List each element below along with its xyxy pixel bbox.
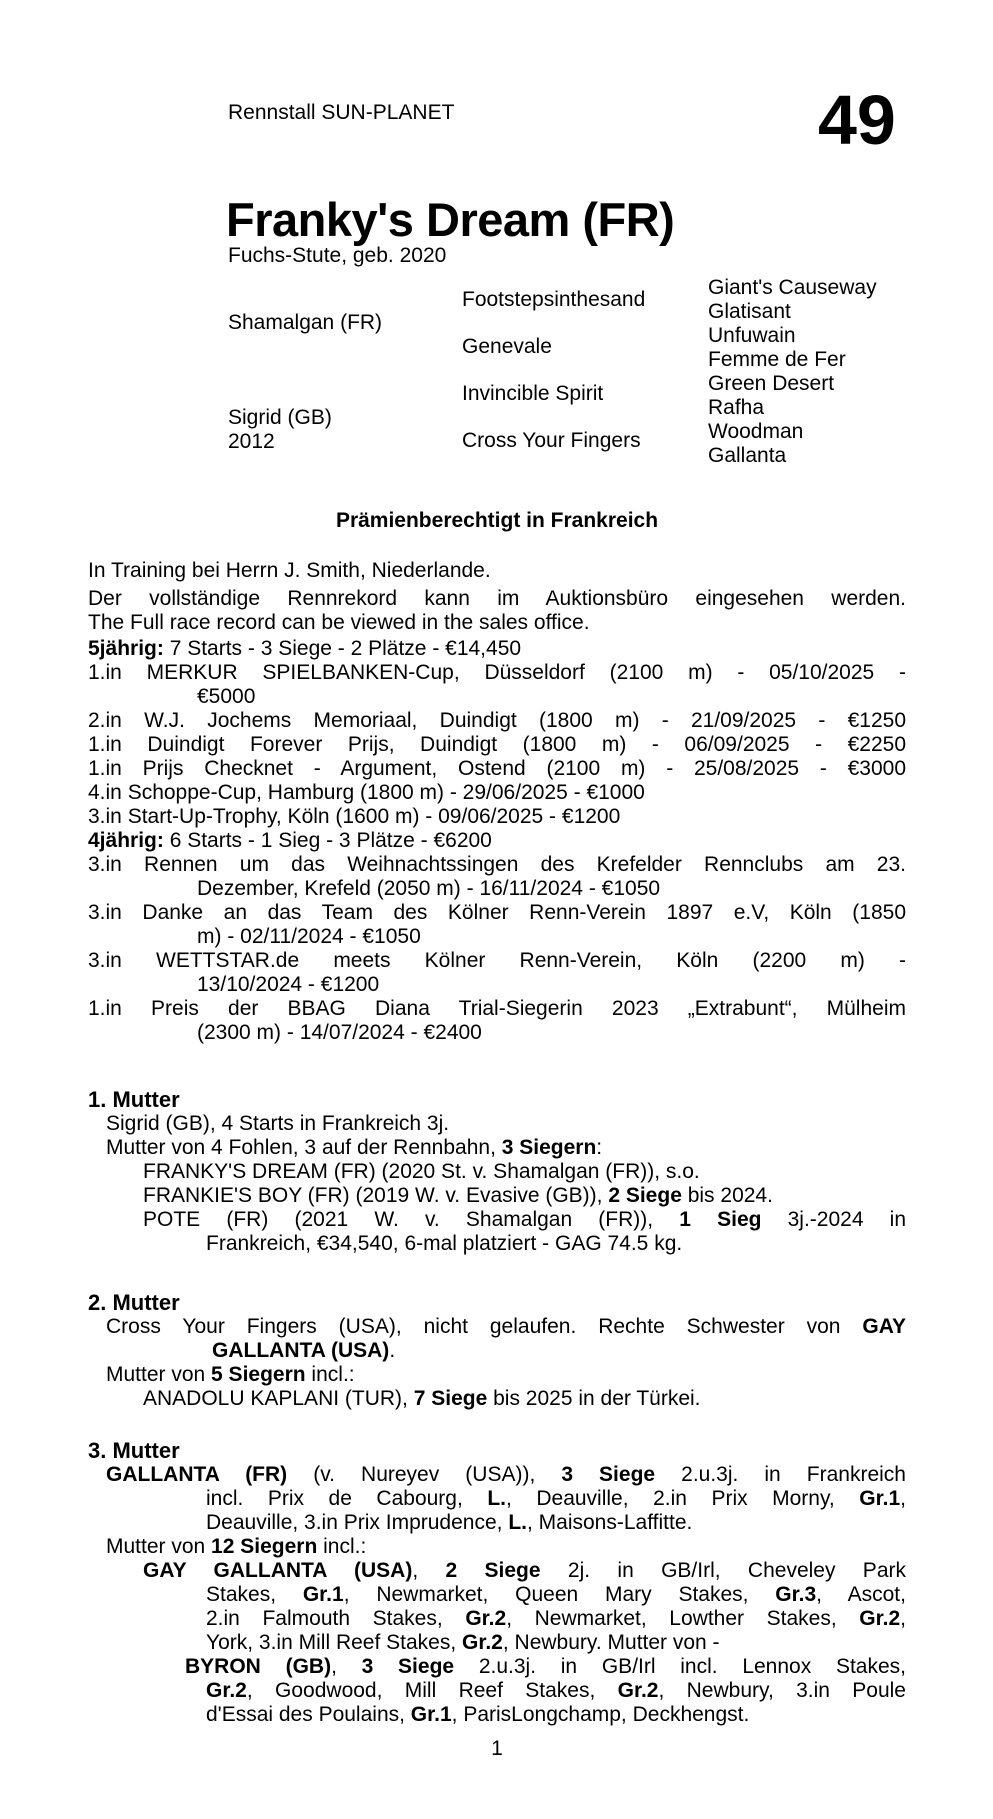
text-segment: 2. Mutter bbox=[88, 1290, 180, 1315]
text-segment: 2.in Falmouth Stakes, bbox=[206, 1607, 466, 1630]
text-segment: 3. Mutter bbox=[88, 1438, 180, 1463]
text-segment: 1. Mutter bbox=[88, 1087, 180, 1112]
pedigree-name: Gallanta bbox=[708, 444, 787, 467]
text-segment: Gr.2 bbox=[859, 1607, 901, 1630]
text-segment: In Training bei Herrn J. Smith, Niederlande. bbox=[88, 559, 491, 582]
text-segment: . bbox=[389, 1339, 396, 1362]
pedigree-name: 2012 bbox=[228, 430, 275, 453]
text-line bbox=[88, 637, 906, 661]
horse-details: Fuchs-Stute, geb. 2020 bbox=[228, 244, 447, 267]
text-segment: FRANKIE'S BOY (FR) (2019 W. v. Evasive (GB)), bbox=[143, 1184, 609, 1207]
text-line bbox=[143, 1387, 906, 1411]
text-line bbox=[88, 853, 906, 877]
text-line bbox=[185, 1655, 906, 1679]
text-segment: 2.u.3j. in Frankreich bbox=[655, 1463, 906, 1486]
text-segment: Mutter von bbox=[106, 1535, 212, 1558]
text-segment: GALLANTA (FR) bbox=[106, 1463, 288, 1486]
text-segment: 1 bbox=[491, 1737, 503, 1760]
section-heading bbox=[88, 1439, 906, 1463]
text-segment: , Ascot, bbox=[816, 1583, 906, 1606]
pedigree-name: Green Desert bbox=[708, 372, 835, 395]
text-segment: , bbox=[331, 1655, 362, 1678]
text-segment: , bbox=[412, 1559, 446, 1582]
text-segment: Gr.2 bbox=[462, 1631, 503, 1654]
pedigree-name: Genevale bbox=[462, 335, 552, 358]
text-line bbox=[88, 559, 906, 583]
text-line bbox=[143, 1160, 906, 1184]
text-segment: 2.in W.J. Jochems Memoriaal, Duindigt (1800 m) - 21/09/2025 - €1250 bbox=[88, 709, 906, 732]
pedigree-name: Woodman bbox=[708, 420, 804, 443]
text-segment: The Full race record can be viewed in the sales office. bbox=[88, 611, 590, 634]
text-segment: 6 Starts - 1 Sieg - 3 Plätze - €6200 bbox=[163, 829, 492, 852]
text-segment: 3.in Start-Up-Trophy, Köln (1600 m) - 09/06/2025 - €1200 bbox=[88, 805, 621, 828]
text-segment: Mutter von bbox=[106, 1363, 212, 1386]
text-segment: , ParisLongchamp, Deckhengst. bbox=[451, 1703, 750, 1726]
text-segment: 3.in Rennen um das Weihnachtssingen des Krefelder Rennclubs am 23. bbox=[88, 853, 906, 876]
pedigree-name: Giant's Causeway bbox=[708, 276, 877, 299]
text-line bbox=[197, 1021, 906, 1045]
pedigree-name: Unfuwain bbox=[708, 324, 796, 347]
text-segment: 7 Starts - 3 Siege - 2 Plätze - €14,450 bbox=[163, 637, 522, 660]
text-segment: Deauville, 3.in Prix Imprudence, bbox=[206, 1511, 509, 1534]
text-segment: incl.: bbox=[317, 1535, 367, 1558]
text-segment: incl.: bbox=[305, 1363, 355, 1386]
pedigree-name: Cross Your Fingers bbox=[462, 429, 641, 452]
text-segment: GAY bbox=[862, 1315, 906, 1338]
text-line bbox=[197, 925, 906, 949]
text-line bbox=[206, 1583, 906, 1607]
text-segment: York, 3.in Mill Reef Stakes, bbox=[206, 1631, 462, 1654]
pedigree-name: Footstepsinthesand bbox=[462, 288, 646, 311]
text-segment: bis 2024. bbox=[681, 1184, 773, 1207]
section-heading bbox=[88, 1088, 906, 1112]
text-segment: 3.in Danke an das Team des Kölner Renn-Verein 1897 e.V, Köln (1850 bbox=[88, 901, 906, 924]
text-segment: Gr.2 bbox=[206, 1679, 247, 1702]
text-line bbox=[106, 1535, 906, 1559]
text-segment: GAY GALLANTA (USA) bbox=[143, 1559, 413, 1582]
text-line bbox=[88, 829, 906, 853]
text-segment: 2 Siege bbox=[445, 1559, 541, 1582]
text-line bbox=[88, 997, 906, 1021]
text-segment: Gr.1 bbox=[859, 1487, 901, 1510]
text-segment: POTE (FR) (2021 W. v. Shamalgan (FR)), bbox=[143, 1208, 680, 1231]
text-segment: 2j. in GB/Irl, Cheveley Park bbox=[540, 1559, 906, 1582]
text-line bbox=[143, 1184, 906, 1208]
text-line bbox=[88, 781, 906, 805]
text-segment: 1.in Duindigt Forever Prijs, Duindigt (1800 m) - 06/09/2025 - €2250 bbox=[88, 733, 906, 756]
text-segment: m) - 02/11/2024 - €1050 bbox=[197, 925, 421, 948]
text-segment: 3.in WETTSTAR.de meets Kölner Renn-Verein, Köln (2200 m) - bbox=[88, 949, 906, 972]
section-heading bbox=[88, 1291, 906, 1315]
text-segment: , Newmarket, Queen Mary Stakes, bbox=[343, 1583, 776, 1606]
stable-name: Rennstall SUN-PLANET bbox=[228, 101, 455, 124]
text-line bbox=[197, 973, 906, 997]
text-segment: Stakes, bbox=[206, 1583, 303, 1606]
text-line bbox=[206, 1607, 906, 1631]
text-segment: Der vollständige Rennrekord kann im Auktionsbüro eingesehen werden. bbox=[88, 587, 906, 610]
text-segment: 3 Siege bbox=[361, 1655, 455, 1678]
text-line bbox=[88, 949, 906, 973]
text-line bbox=[88, 611, 906, 635]
text-line bbox=[88, 661, 906, 685]
pedigree-name: Femme de Fer bbox=[708, 348, 846, 371]
text-segment: Mutter von 4 Fohlen, 3 auf der Rennbahn, bbox=[106, 1136, 502, 1159]
text-line bbox=[206, 1487, 906, 1511]
text-segment: 3 Siegern bbox=[501, 1136, 597, 1159]
text-segment: Dezember, Krefeld (2050 m) - 16/11/2024 - €1050 bbox=[197, 877, 661, 900]
text-line bbox=[88, 733, 906, 757]
text-line bbox=[106, 1136, 906, 1160]
text-segment: L. bbox=[508, 1511, 527, 1534]
text-segment: , Newbury. Mutter von - bbox=[502, 1631, 720, 1654]
horse-name-title: Franky's Dream (FR) bbox=[226, 193, 675, 246]
text-segment: , Newbury, 3.in Poule bbox=[658, 1679, 906, 1702]
text-line bbox=[197, 877, 906, 901]
text-segment: Gr.2 bbox=[617, 1679, 659, 1702]
text-segment: , Newmarket, Lowther Stakes, bbox=[506, 1607, 860, 1630]
text-line bbox=[206, 1631, 906, 1655]
text-segment: 2.u.3j. in GB/Irl incl. Lennox Stakes, bbox=[454, 1655, 906, 1678]
text-segment: 13/10/2024 - €1200 bbox=[197, 973, 380, 996]
text-segment: Frankreich, €34,540, 6-mal platziert - GAG 74.5 kg. bbox=[206, 1232, 683, 1255]
text-segment: GALLANTA (USA) bbox=[212, 1339, 390, 1362]
text-segment: FRANKY'S DREAM (FR) (2020 St. v. Shamalgan (FR)), s.o. bbox=[143, 1160, 700, 1183]
text-line bbox=[88, 509, 906, 533]
text-segment: (v. Nureyev (USA)), bbox=[287, 1463, 562, 1486]
text-segment: , Deauville, 2.in Prix Morny, bbox=[506, 1487, 860, 1510]
text-segment: 4jährig: bbox=[88, 829, 164, 852]
text-line bbox=[143, 1208, 906, 1232]
text-line bbox=[206, 1679, 906, 1703]
text-segment: (2300 m) - 14/07/2024 - €2400 bbox=[197, 1021, 482, 1044]
text-segment: , bbox=[900, 1487, 906, 1510]
text-segment: 3j.-2024 in bbox=[761, 1208, 906, 1231]
text-segment: Cross Your Fingers (USA), nicht gelaufen. Rechte Schwester von bbox=[106, 1315, 863, 1338]
text-segment: , Goodwood, Mill Reef Stakes, bbox=[246, 1679, 618, 1702]
text-line bbox=[106, 1315, 906, 1339]
text-segment: Prämienberechtigt in Frankreich bbox=[335, 509, 659, 532]
text-segment: , bbox=[900, 1607, 906, 1630]
text-line bbox=[206, 1703, 906, 1727]
text-segment: L. bbox=[487, 1487, 506, 1510]
pedigree-name: Glatisant bbox=[708, 300, 791, 323]
text-segment: incl. Prix de Cabourg, bbox=[206, 1487, 488, 1510]
lot-number: 49 bbox=[818, 81, 896, 159]
text-segment: 2 Siege bbox=[608, 1184, 682, 1207]
text-segment: 7 Siege bbox=[413, 1387, 488, 1410]
text-segment: Gr.3 bbox=[775, 1583, 817, 1606]
text-line bbox=[212, 1339, 906, 1363]
text-line bbox=[88, 1737, 906, 1761]
catalog-text bbox=[88, 509, 906, 1761]
text-segment: d'Essai des Poulains, bbox=[206, 1703, 411, 1726]
text-segment: 1.in Prijs Checknet - Argument, Ostend (2100 m) - 25/08/2025 - €3000 bbox=[88, 757, 906, 780]
text-line bbox=[88, 587, 906, 611]
text-segment: , Maisons-Laffitte. bbox=[526, 1511, 693, 1534]
text-segment: Gr.1 bbox=[302, 1583, 344, 1606]
text-line bbox=[197, 685, 906, 709]
text-segment: €5000 bbox=[197, 685, 256, 708]
text-segment: Sigrid (GB), 4 Starts in Frankreich 3j. bbox=[106, 1112, 450, 1135]
text-segment: ANADOLU KAPLANI (TUR), bbox=[143, 1387, 414, 1410]
text-line bbox=[106, 1112, 906, 1136]
text-line bbox=[88, 901, 906, 925]
text-line bbox=[106, 1363, 906, 1387]
text-segment: 4.in Schoppe-Cup, Hamburg (1800 m) - 29/06/2025 - €1000 bbox=[88, 781, 645, 804]
text-segment: Gr.1 bbox=[410, 1703, 452, 1726]
text-line bbox=[88, 805, 906, 829]
text-segment: 1.in MERKUR SPIELBANKEN-Cup, Düsseldorf (2100 m) - 05/10/2025 - bbox=[88, 661, 906, 684]
text-segment: Gr.2 bbox=[465, 1607, 507, 1630]
text-line bbox=[206, 1232, 906, 1256]
text-segment: 3 Siege bbox=[561, 1463, 656, 1486]
text-line bbox=[206, 1511, 906, 1535]
text-segment: bis 2025 in der Türkei. bbox=[487, 1387, 701, 1410]
text-segment: 5jährig: bbox=[88, 637, 164, 660]
text-line bbox=[88, 709, 906, 733]
text-segment: 1.in Preis der BBAG Diana Trial-Siegerin 2023 „Extrabunt“, Mülheim bbox=[88, 997, 906, 1020]
pedigree-name: Sigrid (GB) bbox=[228, 406, 332, 429]
text-line bbox=[106, 1463, 906, 1487]
text-segment: BYRON (GB) bbox=[185, 1655, 332, 1678]
text-segment: 1 Sieg bbox=[679, 1208, 762, 1231]
text-line bbox=[88, 757, 906, 781]
pedigree-name: Shamalgan (FR) bbox=[228, 311, 383, 334]
text-segment: 5 Siegern bbox=[211, 1363, 306, 1386]
pedigree-name: Rafha bbox=[708, 396, 765, 419]
text-segment: : bbox=[596, 1136, 603, 1159]
pedigree-name: Invincible Spirit bbox=[462, 382, 604, 405]
text-line bbox=[143, 1559, 906, 1583]
text-segment: 12 Siegern bbox=[211, 1535, 318, 1558]
